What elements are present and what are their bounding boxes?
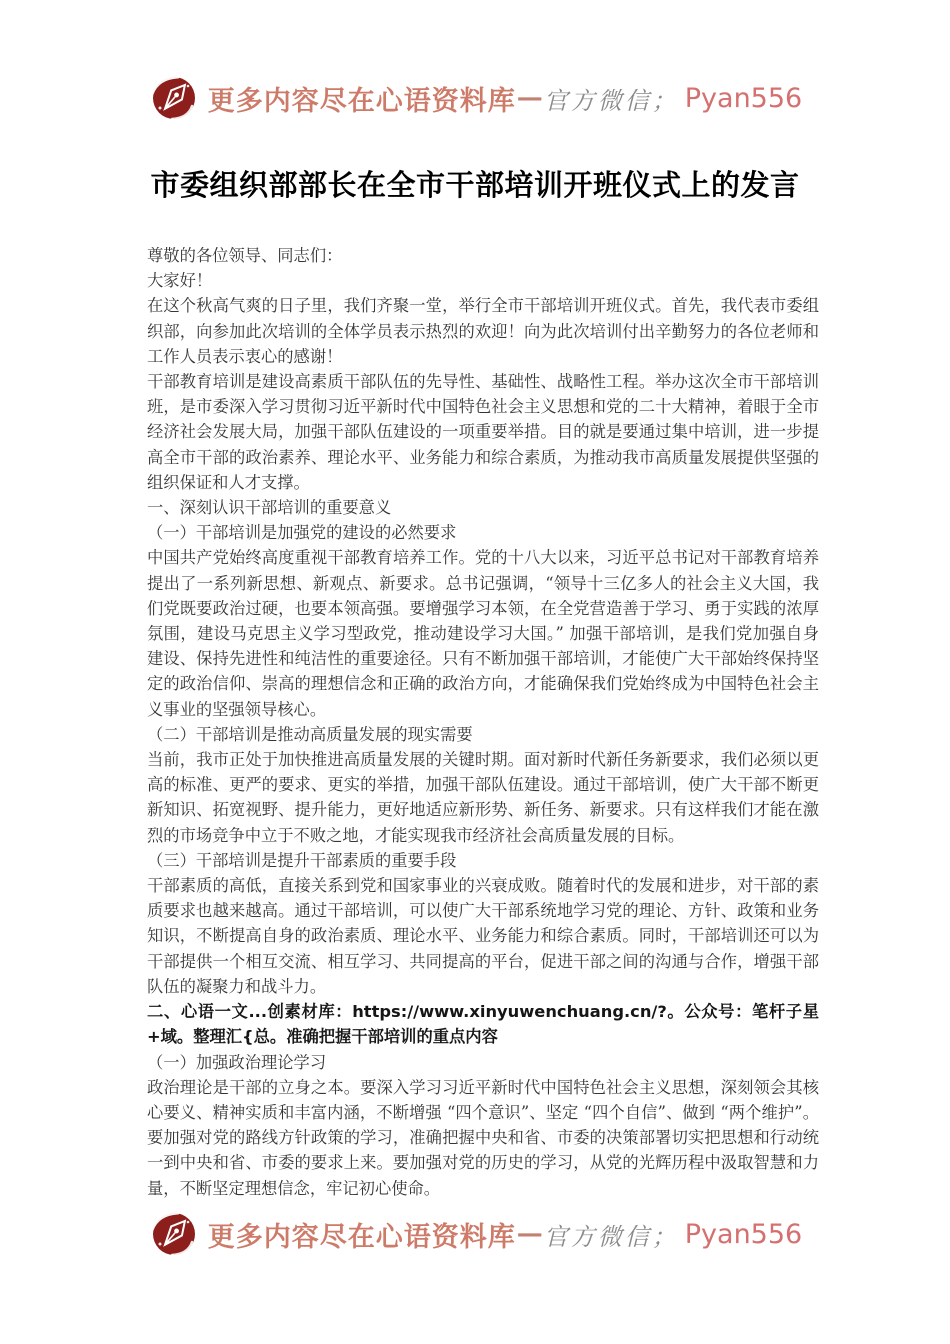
section-1-heading: 一、深刻认识干部培训的重要意义 — [147, 498, 392, 518]
watermark-wechat-id: Pyan556 — [684, 82, 803, 114]
section-2-heading-with-watermark-text: 二、心语一文...创素材库：https://www.xinyuwenchuang.cn/?。公众号：笔杆子星+域。整理汇{总。准确把握干部培训的重点内容 — [147, 1002, 819, 1047]
pen-nib-seal-icon — [148, 1208, 200, 1260]
watermark-brand-text: 更多内容尽在心语资料库 — [207, 85, 516, 117]
section-1-sub-1-heading: （一）干部培训是加强党的建设的必然要求 — [147, 523, 457, 543]
section-1-sub-3-heading: （三）干部培训是提升干部素质的重要手段 — [147, 850, 457, 870]
document-title: 市委组织部部长在全市干部培训开班仪式上的发言 — [150, 168, 800, 203]
watermark-brand-text: 更多内容尽在心语资料库 — [207, 1221, 516, 1253]
footer-watermark — [0, 1208, 950, 1260]
watermark-wechat-label: 官方微信； — [543, 1222, 679, 1251]
header-watermark — [0, 72, 950, 124]
watermark-wechat-id: Pyan556 — [684, 1218, 803, 1250]
watermark-dash: — — [516, 83, 543, 113]
document-body — [147, 243, 819, 1201]
pen-nib-seal-icon — [148, 72, 200, 124]
watermark-wechat-label: 官方微信； — [543, 86, 679, 115]
opening-paragraph: 在这个秋高气爽的日子里，我们齐聚一堂，举行全市干部培训开班仪式。首先，我代表市委组织部，向参加此次培训的全体学员表示热烈的欢迎！向为此次培训付出辛勤努力的各位老师和工作人员表示衷心的感谢！ — [147, 296, 819, 366]
section-1-sub-2-paragraph: 当前，我市正处于加快推进高质量发展的关键时期。面对新时代新任务新要求，我们必须以更高的标准、更严的要求、更实的举措，加强干部队伍建设。通过干部培训，使广大干部不断更新知识、拓宽视野、提升能力，更好地适应新形势、新任务、新要求。只有这样我们才能在激烈的市场竞争中立于不败之地，才能实现我市经济社会高质量发展的目标。 — [147, 750, 819, 845]
watermark-dash: — — [516, 1219, 543, 1249]
section-2-sub-1-paragraph: 政治理论是干部的立身之本。要深入学习习近平新时代中国特色社会主义思想，深刻领会其核心要义、精神实质和丰富内涵，不断增强 “四个意识”、坚定 “四个自信”、做到 “两个维护”。要加强对党的路线方针政策的学习，准确把握中央和省、市委的决策部署切实把思想和行动统一到中央和省、市委的要求上来。要加强对党的历史的学习，从党的光辉历程中汲取智慧和力量，不断坚定理想信念，牢记初心使命。 — [147, 1077, 819, 1198]
section-1-sub-3-paragraph: 干部素质的高低，直接关系到党和国家事业的兴衰成败。随着时代的发展和进步，对干部的素质要求也越来越高。通过干部培训，可以使广大干部系统地学习党的理论、方针、政策和业务知识，不断提高自身的政治素质、理论水平、业务能力和综合素质。同时，干部培训还可以为干部提供一个相互交流、相互学习、共同提高的平台，促进干部之间的沟通与合作，增强干部队伍的凝聚力和战斗力。 — [147, 876, 819, 996]
intro-paragraph: 干部教育培训是建设高素质干部队伍的先导性、基础性、战略性工程。举办这次全市干部培训班，是市委深入学习贯彻习近平新时代中国特色社会主义思想和党的二十大精神，着眼于全市经济社会发展大局，加强干部队伍建设的一项重要举措。目的就是要通过集中培训，进一步提高全市干部的政治素养、理论水平、业务能力和综合素质，为推动我市高质量发展提供坚强的组织保证和人才支撑。 — [147, 372, 819, 492]
section-1-sub-2-heading: （二）干部培训是推动高质量发展的现实需要 — [147, 724, 473, 744]
greeting-line: 大家好！ — [147, 271, 213, 291]
salutation-line: 尊敬的各位领导、同志们： — [147, 246, 343, 265]
section-2-sub-1-heading: （一）加强政治理论学习 — [147, 1052, 327, 1072]
section-1-sub-1-paragraph: 中国共产党始终高度重视干部教育培养工作。党的十八大以来，习近平总书记对干部教育培养提出了一系列新思想、新观点、新要求。总书记强调，“领导十三亿多人的社会主义大国，我们党既要政治过硬，也要本领高强。要增强学习本领，在全党营造善于学习、勇于实践的浓厚氛围，建设马克思主义学习型政党，推动建设学习大国。” 加强干部培训，是我们党加强自身建设、保持先进性和纯洁性的重要途径。只有不断加强干部培训，才能使广大干部始终保持坚定的政治信仰、崇高的理想信念和正确的政治方向，才能确保我们党始终成为中国特色社会主义事业的坚强领导核心。 — [147, 548, 819, 719]
